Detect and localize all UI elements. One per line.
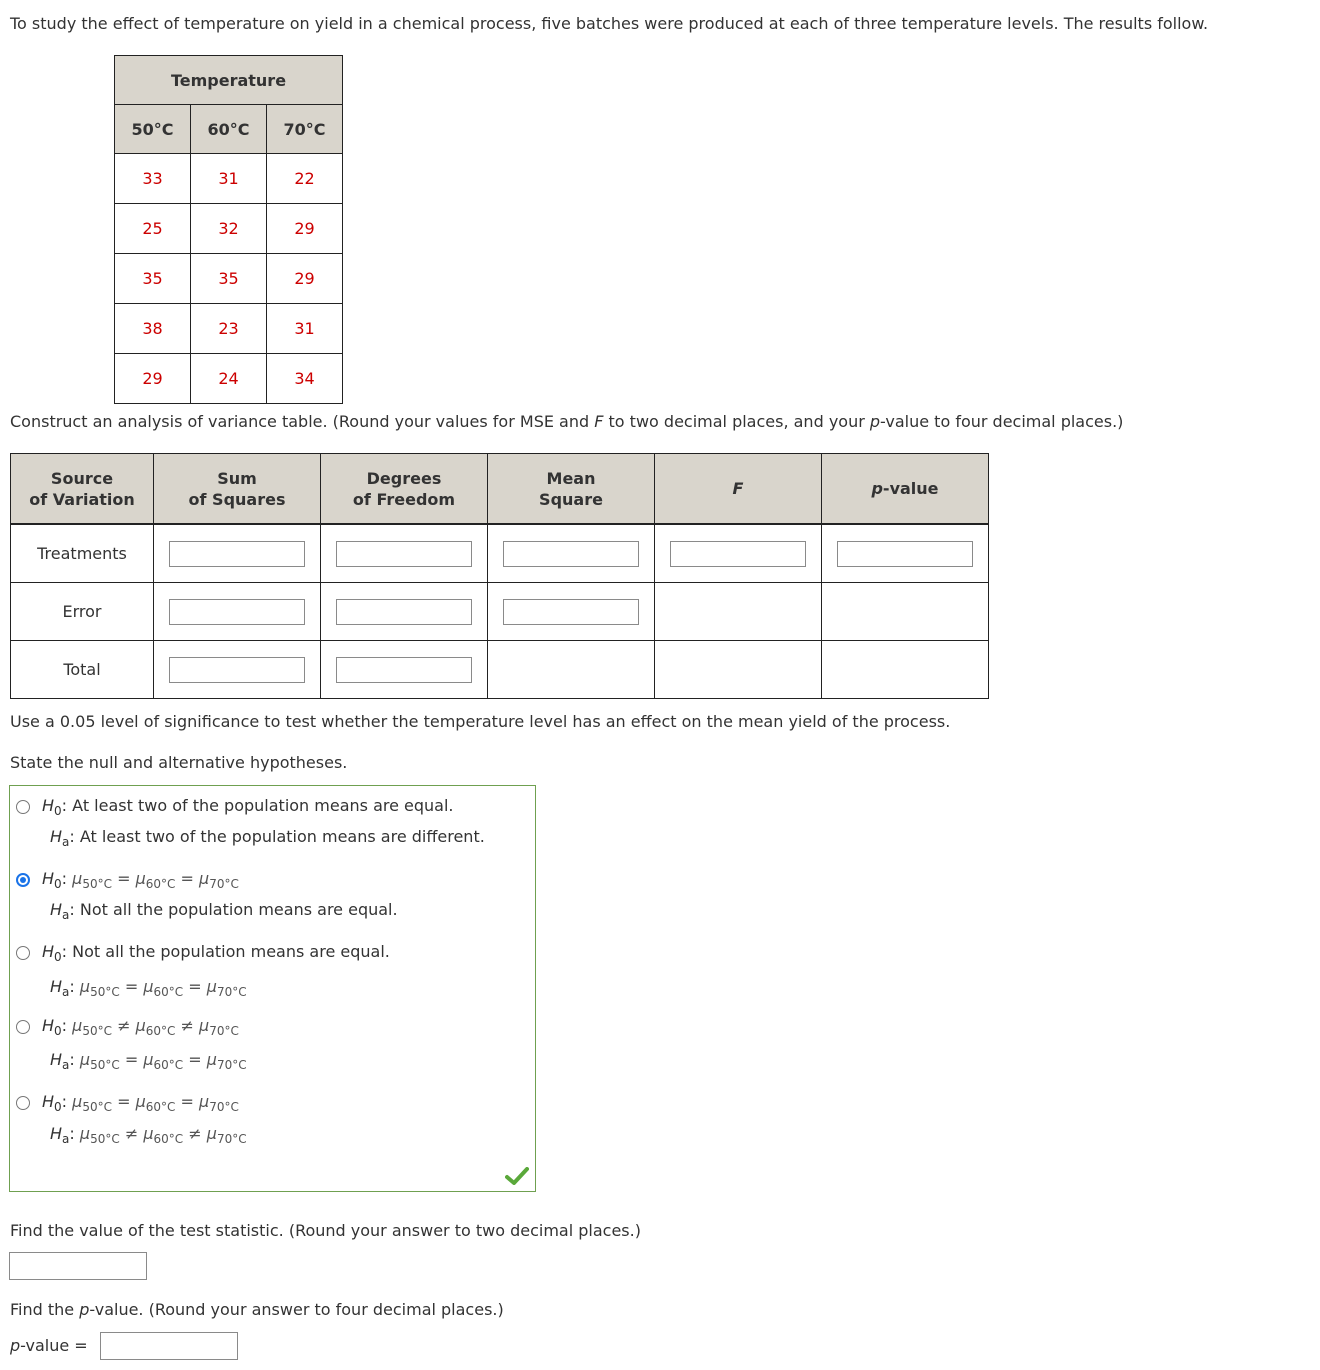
table-row: [115, 204, 343, 254]
data-cell: 35: [115, 254, 191, 304]
table-row: [11, 524, 989, 583]
data-cell: 29: [267, 254, 343, 304]
data-cell: 25: [115, 204, 191, 254]
treatments-f-input[interactable]: [670, 541, 806, 567]
data-cell: 33: [115, 154, 191, 204]
construct-instructions: Construct an analysis of variance table. (Round your values for MSE and F to two decimal places, and your p-value to four decimal places.): [10, 412, 1124, 431]
table-row: [115, 154, 343, 204]
header-f: F: [655, 454, 822, 525]
row-label-error: Error: [11, 583, 154, 641]
hypotheses-choices: [9, 785, 536, 1192]
test-statistic-input[interactable]: [9, 1252, 147, 1280]
ha-statement: $H_a$: At least two of the population means are different.: [50, 827, 485, 850]
intro-text: To study the effect of temperature on yield in a chemical process, five batches were produced at each of three temperature levels. The results follow.: [10, 14, 1209, 33]
table-row: [115, 304, 343, 354]
empty-cell: [655, 641, 822, 699]
data-cell: 31: [191, 154, 267, 204]
p-value-label: p-value =: [10, 1336, 88, 1355]
table-row: [11, 641, 989, 699]
p-value-input[interactable]: [100, 1332, 238, 1360]
h0-statement: $H_0$: $\mu_{50^\circ C} = \mu_{60^\circ C} = \mu_{70^\circ C}$: [42, 869, 239, 892]
radio-button[interactable]: [16, 1096, 30, 1110]
h0-statement: $H_0$: Not all the population means are equal.: [42, 942, 390, 965]
significance-text: Use a 0.05 level of significance to test whether the temperature level has an effect on the mean yield of the process.: [10, 712, 951, 731]
header-source: Source of Variation: [11, 454, 154, 525]
data-cell: 32: [191, 204, 267, 254]
data-cell: 24: [191, 354, 267, 404]
header-sum-of-squares: Sum of Squares: [154, 454, 321, 525]
error-df-input[interactable]: [336, 599, 472, 625]
total-df-input[interactable]: [336, 657, 472, 683]
state-hypotheses-text: State the null and alternative hypotheses.: [10, 753, 348, 772]
radio-button[interactable]: [16, 1020, 30, 1034]
temperature-data-table: [114, 55, 343, 404]
find-test-statistic-text: Find the value of the test statistic. (Round your answer to two decimal places.): [10, 1221, 641, 1240]
treatments-df-input[interactable]: [336, 541, 472, 567]
empty-cell: [655, 583, 822, 641]
empty-cell: [822, 583, 989, 641]
empty-cell: [822, 641, 989, 699]
col-header-70: 70°C: [267, 105, 343, 154]
header-p-value: p-value: [822, 454, 989, 525]
col-header-60: 60°C: [191, 105, 267, 154]
data-cell: 31: [267, 304, 343, 354]
error-ss-input[interactable]: [169, 599, 305, 625]
data-cell: 35: [191, 254, 267, 304]
treatments-ms-input[interactable]: [503, 541, 639, 567]
header-degrees-of-freedom: Degrees of Freedom: [321, 454, 488, 525]
row-label-treatments: Treatments: [11, 524, 154, 583]
error-ms-input[interactable]: [503, 599, 639, 625]
find-p-value-text: Find the p-value. (Round your answer to four decimal places.): [10, 1300, 504, 1319]
table-row: [115, 354, 343, 404]
data-cell: 38: [115, 304, 191, 354]
ha-statement: $H_a$: $\mu_{50^\circ C} = \mu_{60^\circ C} = \mu_{70^\circ C}$: [50, 1050, 247, 1073]
empty-cell: [488, 641, 655, 699]
ha-statement: $H_a$: $\mu_{50^\circ C} \ne \mu_{60^\circ C} \ne \mu_{70^\circ C}$: [50, 1124, 247, 1147]
temperature-header: Temperature: [115, 56, 343, 105]
data-cell: 34: [267, 354, 343, 404]
anova-table: [10, 453, 989, 699]
h0-statement: $H_0$: $\mu_{50^\circ C} = \mu_{60^\circ C} = \mu_{70^\circ C}$: [42, 1092, 239, 1115]
radio-button[interactable]: [16, 946, 30, 960]
row-label-total: Total: [11, 641, 154, 699]
data-cell: 23: [191, 304, 267, 354]
treatments-ss-input[interactable]: [169, 541, 305, 567]
table-row: [11, 583, 989, 641]
total-ss-input[interactable]: [169, 657, 305, 683]
data-cell: 29: [267, 204, 343, 254]
table-row: [115, 254, 343, 304]
h0-statement: $H_0$: At least two of the population means are equal.: [42, 796, 454, 819]
ha-statement: $H_a$: Not all the population means are equal.: [50, 900, 398, 923]
treatments-p-value-input[interactable]: [837, 541, 973, 567]
col-header-50: 50°C: [115, 105, 191, 154]
ha-statement: $H_a$: $\mu_{50^\circ C} = \mu_{60^\circ C} = \mu_{70^\circ C}$: [50, 977, 247, 1000]
header-mean-square: Mean Square: [488, 454, 655, 525]
data-cell: 29: [115, 354, 191, 404]
data-cell: 22: [267, 154, 343, 204]
radio-button[interactable]: [16, 800, 30, 814]
checkmark-icon: [505, 1167, 529, 1185]
h0-statement: $H_0$: $\mu_{50^\circ C} \ne \mu_{60^\circ C} \ne \mu_{70^\circ C}$: [42, 1016, 239, 1039]
radio-button-selected[interactable]: [16, 873, 30, 887]
